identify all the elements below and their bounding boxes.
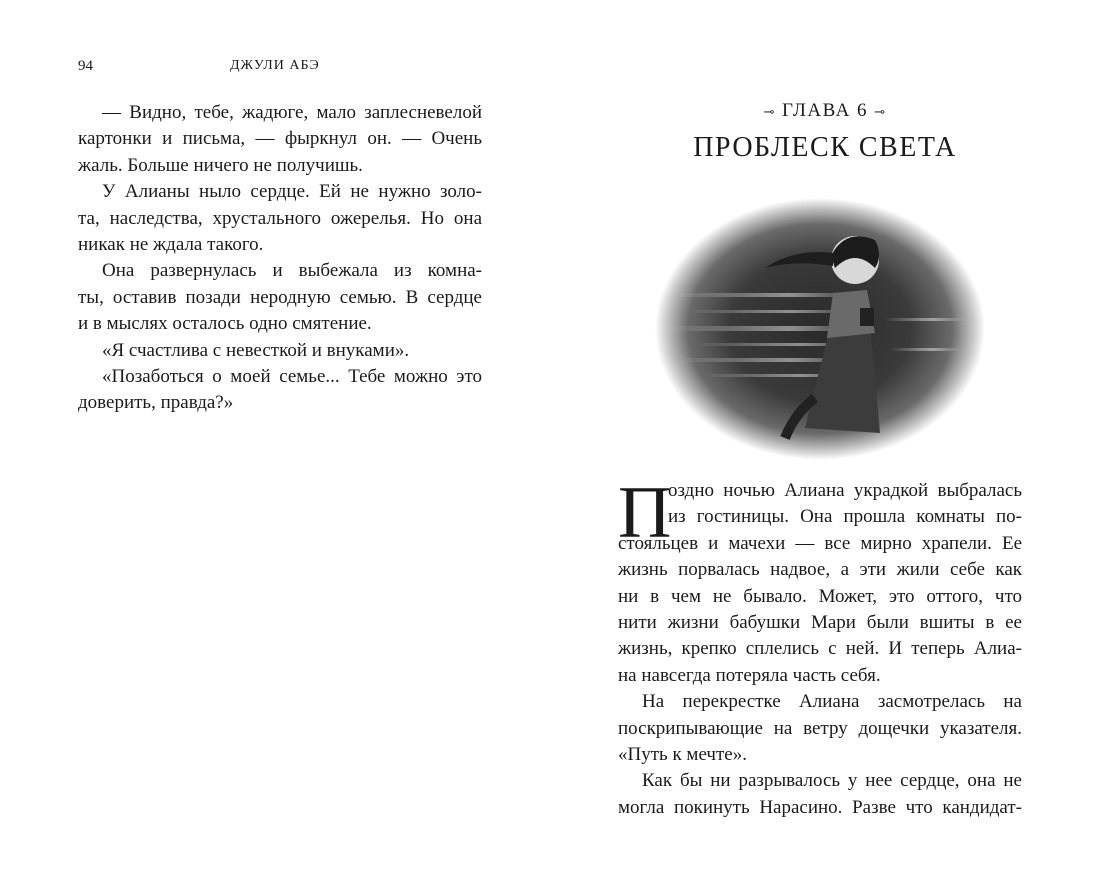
text-line: «Я счастлива с невесткой и внуками». bbox=[102, 339, 410, 361]
drop-cap: П bbox=[618, 472, 672, 554]
text-line: никак не ждала такого. bbox=[78, 233, 264, 255]
text-line: доверить, правда?» bbox=[78, 392, 234, 414]
text-line: — Видно, тебе, жадюге, мало заплесневелой bbox=[102, 102, 482, 123]
text-line: нити жизни бабушки Мари были вшиты в ее bbox=[618, 611, 1022, 633]
text-line: могла покинуть Нарасино. Разве что кандидат- bbox=[618, 796, 1022, 818]
text-line: У Алианы ныло сердце. Ей не нужно золо- bbox=[102, 181, 482, 203]
text-line: поскрипывающие на ветру дощечки указателя. bbox=[618, 717, 1022, 739]
body-text-left bbox=[78, 100, 482, 417]
text-line: и в мыслях осталось одно смятение. bbox=[78, 313, 372, 335]
text-line: жаль. Больше ничего не получишь. bbox=[78, 154, 363, 176]
page-number: 94 bbox=[78, 58, 93, 74]
text-line: ни в чем не бывало. Может, это оттого, что bbox=[618, 585, 1022, 607]
chapter-number: ГЛАВА 6 bbox=[781, 100, 869, 121]
text-line: та, наследства, хрустального ожерелья. Но она bbox=[78, 207, 482, 229]
text-line: картонки и письма, — фыркнул он. — Очень bbox=[78, 128, 482, 150]
text-line: жизнь, крепко сплелись с ней. И теперь Алиа- bbox=[618, 638, 1022, 660]
text-line: ты, оставив позади неродную семью. В сердце bbox=[78, 286, 482, 308]
text-line: стояльцев и мачехи — все мирно храпели. Ее bbox=[618, 532, 1022, 554]
running-girl-illustration bbox=[655, 198, 985, 460]
text-line: жизнь порвалась надвое, а эти жили себе как bbox=[618, 559, 1022, 581]
ornament-icon: ⊸ bbox=[874, 103, 887, 119]
text-line: Она развернулась и выбежала из комна- bbox=[102, 260, 482, 282]
running-head bbox=[78, 58, 482, 80]
text-line: На перекрестке Алиана засмотрелась на bbox=[642, 691, 1022, 713]
body-text-right bbox=[618, 472, 1022, 821]
text-line: «Позаботься о моей семье... Тебе можно это bbox=[102, 365, 482, 387]
chapter-title: ПРОБЛЕСК СВЕТА bbox=[693, 132, 957, 163]
text-line: Как бы ни разрывалось у нее сердце, она не bbox=[642, 770, 1022, 792]
text-line: «Путь к мечте». bbox=[618, 743, 747, 765]
text-line: оздно ночью Алиана украдкой выбралась bbox=[668, 480, 1022, 501]
right-page bbox=[550, 0, 1100, 880]
chapter-label bbox=[550, 100, 1100, 122]
text-line: на навсегда потеряла часть себя. bbox=[618, 664, 881, 686]
ornament-icon: ⊸ bbox=[763, 103, 776, 119]
text-line: из гостиницы. Она прошла комнаты по- bbox=[668, 506, 1022, 528]
author-name: ДЖУЛИ АБЭ bbox=[230, 58, 320, 73]
